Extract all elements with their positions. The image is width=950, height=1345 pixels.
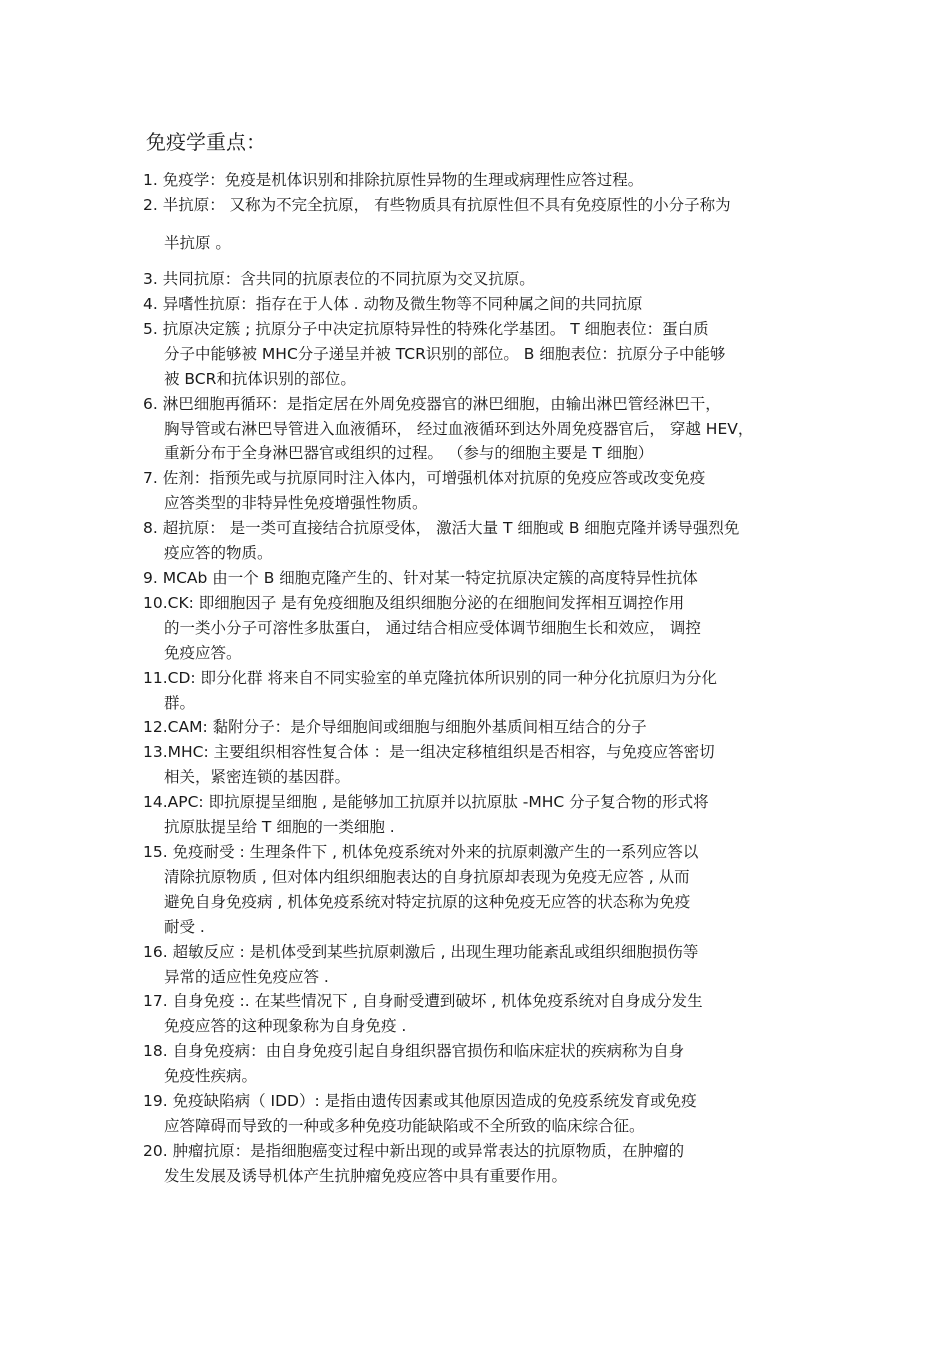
text-line: 抗原肽提呈给 T 细胞的一类细胞 . — [164, 818, 395, 836]
text-line: 19. 免疫缺陷病（ IDD）: 是指由遗传因素或其他原因造成的免疫系统发育或免疫 — [143, 1092, 697, 1110]
text-line: 耐受 . — [164, 918, 205, 936]
text-line: 4. 异嗜性抗原：指存在于人体 . 动物及微生物等不同种属之间的共同抗原 — [143, 295, 643, 313]
text-line: 5. 抗原决定簇 ; 抗原分子中决定抗原特异性的特殊化学基团。 T 细胞表位：蛋白质 — [143, 320, 709, 338]
text-line: 的一类小分子可溶性多肽蛋白， 通过结合相应受体调节细胞生长和效应， 调控 — [164, 619, 701, 637]
text-line: 20. 肿瘤抗原：是指细胞癌变过程中新出现的或异常表达的抗原物质，在肿瘤的 — [143, 1142, 685, 1160]
text-line: 重新分布于全身淋巴器官或组织的过程。 （参与的细胞主要是 T 细胞） — [164, 444, 654, 462]
text-line: 15. 免疫耐受 : 生理条件下 , 机体免疫系统对外来的抗原刺激产生的一系列应答以 — [143, 843, 699, 861]
text-line: 9. MCAb 由一个 B 细胞克隆产生的、针对某一特定抗原决定簇的高度特异性抗体 — [143, 569, 698, 587]
text-line: 2. 半抗原： 又称为不完全抗原， 有些物质具有抗原性但不具有免疫原性的小分子称为 — [143, 196, 731, 214]
text-line: 免疫应答。 — [164, 644, 242, 662]
text-line: 胸导管或右淋巴导管进入血液循环， 经过血液循环到达外周免疫器官后， 穿越 HEV， — [164, 420, 754, 438]
text-line: 12.CAM: 黏附分子：是介导细胞间或细胞与细胞外基质间相互结合的分子 — [143, 718, 647, 736]
text-line: 疫应答的物质。 — [164, 544, 273, 562]
text-line: 13.MHC: 主要组织相容性复合体 ：是一组决定移植组织是否相容，与免疫应答密切 — [143, 743, 715, 761]
text-line: 8. 超抗原： 是一类可直接结合抗原受体， 激活大量 T 细胞或 B 细胞克隆并诱导强烈免 — [143, 519, 740, 537]
text-line: 半抗原 。 — [164, 234, 231, 252]
text-line: 群。 — [164, 694, 196, 712]
text-line: 免疫性疾病。 — [164, 1067, 258, 1085]
text-line: 避免自身免疫病 , 机体免疫系统对特定抗原的这种免疫无应答的状态称为免疫 — [164, 893, 691, 911]
text-line: 被 BCR和抗体识别的部位。 — [164, 370, 356, 388]
text-line: 清除抗原物质 , 但对体内组织细胞表达的自身抗原却表现为免疫无应答 , 从而 — [164, 868, 690, 886]
text-line: 异常的适应性免疫应答 . — [164, 968, 329, 986]
text-line: 相关，紧密连锁的基因群。 — [164, 768, 351, 786]
text-line: 3. 共同抗原：含共同的抗原表位的不同抗原为交叉抗原。 — [143, 270, 535, 288]
text-line: 11.CD: 即分化群 将来自不同实验室的单克隆抗体所识别的同一种分化抗原归为分化 — [143, 669, 717, 687]
text-line: 分子中能够被 MHC分子递呈并被 TCR识别的部位。 B 细胞表位：抗原分子中能够 — [164, 345, 726, 363]
text-line: 发生发展及诱导机体产生抗肿瘤免疫应答中具有重要作用。 — [164, 1167, 568, 1185]
text-line: 14.APC: 即抗原提呈细胞 , 是能够加工抗原并以抗原肽 -MHC 分子复合物的形式将 — [143, 793, 709, 811]
text-line: 18. 自身免疫病：由自身免疫引起自身组织器官损伤和临床症状的疾病称为自身 — [143, 1042, 685, 1060]
text-line: 免疫应答的这种现象称为自身免疫 . — [164, 1017, 407, 1035]
text-line: 1. 免疫学：免疫是机体识别和排除抗原性异物的生理或病理性应答过程。 — [143, 171, 644, 189]
text-line: 6. 淋巴细胞再循环：是指定居在外周免疫器官的淋巴细胞，由输出淋巴管经淋巴干， — [143, 395, 721, 413]
text-line: 16. 超敏反应 : 是机体受到某些抗原刺激后 , 出现生理功能紊乱或组织细胞损伤等 — [143, 943, 699, 961]
text-line: 10.CK: 即细胞因子 是有免疫细胞及组织细胞分泌的在细胞间发挥相互调控作用 — [143, 594, 685, 612]
page-title: 免疫学重点： — [146, 130, 266, 154]
text-line: 应答类型的非特异性免疫增强性物质。 — [164, 494, 428, 512]
text-line: 应答障碍而导致的一种或多种免疫功能缺陷或不全所致的临床综合征。 — [164, 1117, 645, 1135]
text-line: 7. 佐剂：指预先或与抗原同时注入体内，可增强机体对抗原的免疫应答或改变免疫 — [143, 469, 706, 487]
text-line: 17. 自身免疫 :. 在某些情况下 , 自身耐受遭到破坏 , 机体免疫系统对自身成分发生 — [143, 992, 703, 1010]
